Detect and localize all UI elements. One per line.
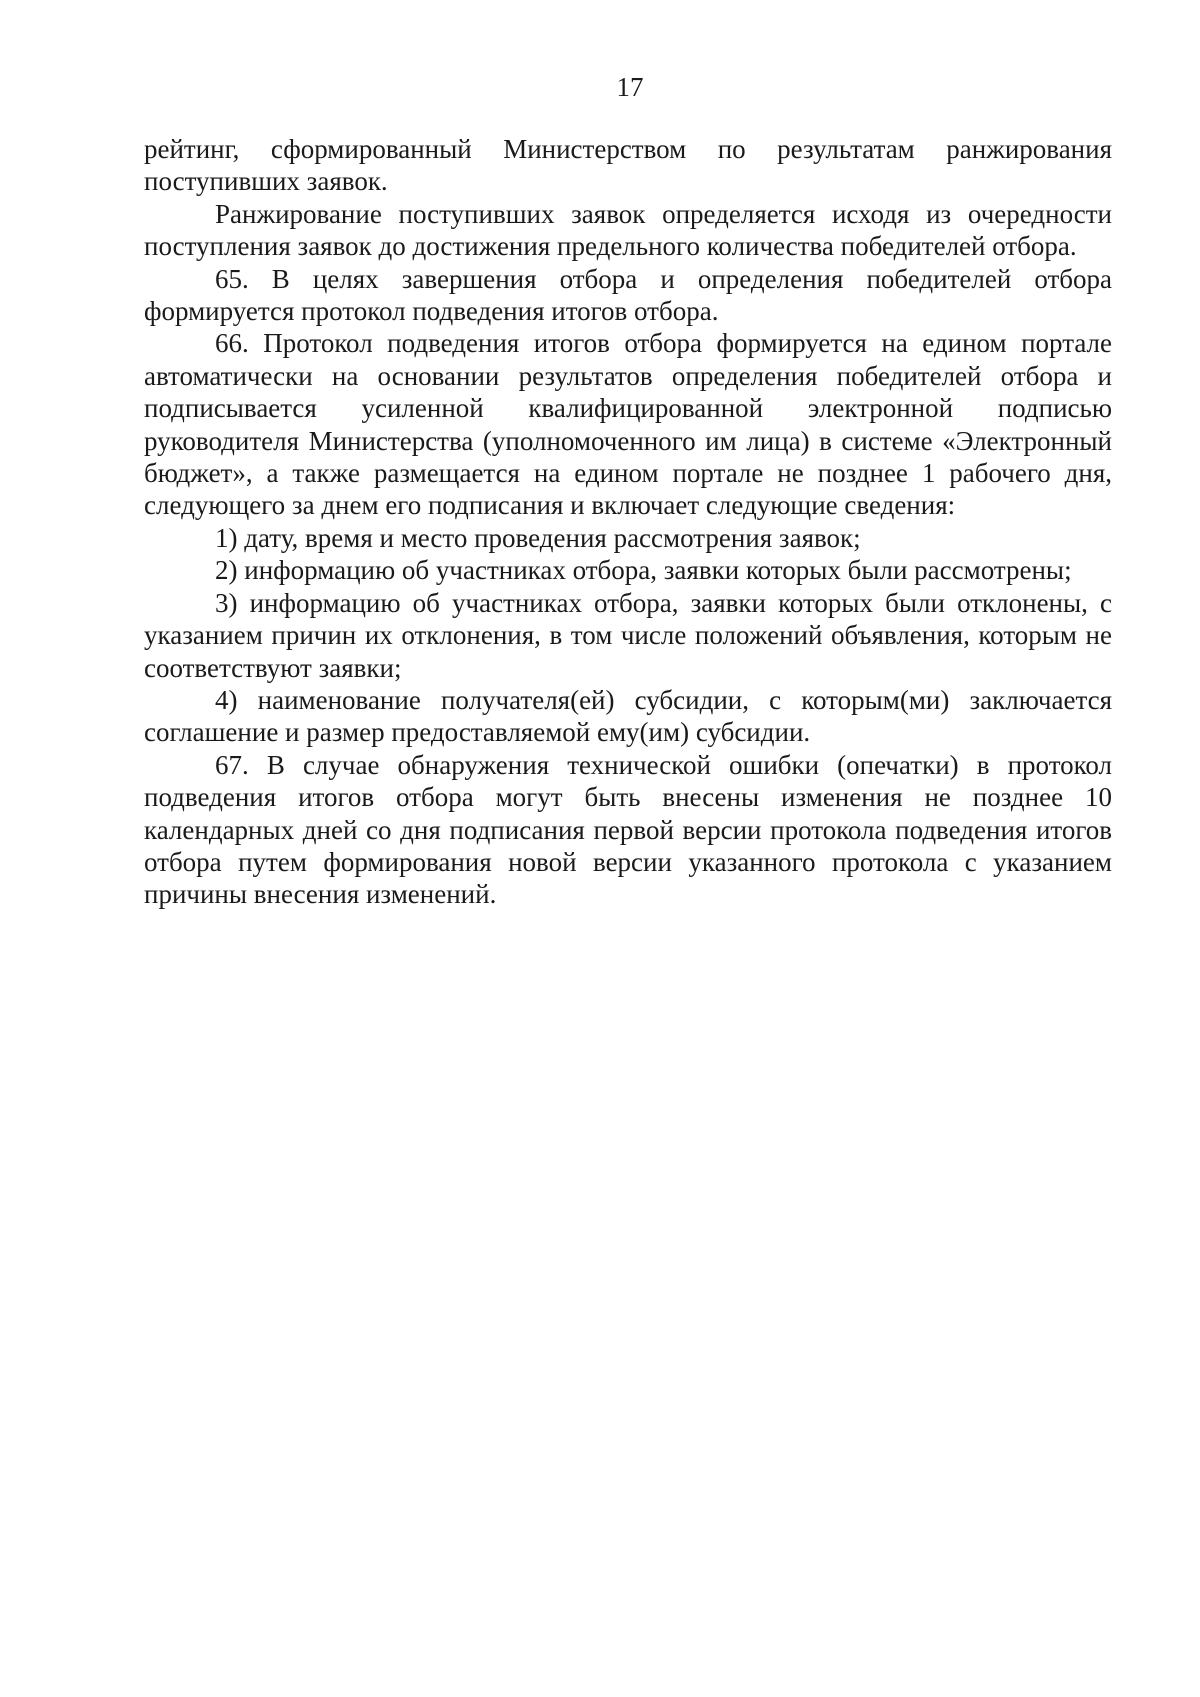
list-item-3: 3) информацию об участниках отбора, заявки которых были отклонены, с указанием причин их отклонения, в том числе положений объявления, которым не соответствуют заявки; xyxy=(144,587,1112,683)
list-item-4: 4) наименование получателя(ей) субсидии, с которым(ми) заключается соглашение и размер предоставляемой ему(им) субсидии. xyxy=(144,684,1112,748)
list-item-1: 1) дату, время и место проведения рассмотрения заявок; xyxy=(215,522,861,553)
paragraph-ranking: Ранжирование поступивших заявок определяется исходя из очередности поступления заявок до достижения предельного количества победителей отбора. xyxy=(144,198,1112,262)
paragraph-item-67: 67. В случае обнаружения технической ошибки (опечатки) в протокол подведения итогов отбора могут быть внесены изменения не позднее 10 календарных дней со дня подписания первой версии протокола подведения итогов отбора путем формирования новой версии указанного протокола с указанием причины внесения изменений. xyxy=(144,749,1112,910)
paragraph-item-65: 65. В целях завершения отбора и определения победителей отбора формируется протокол подведения итогов отбора. xyxy=(144,263,1112,327)
list-item-2: 2) информацию об участниках отбора, заявки которых были рассмотрены; xyxy=(215,555,1072,586)
document-body xyxy=(144,133,1112,911)
paragraph-item-66: 66. Протокол подведения итогов отбора формируется на едином портале автоматически на основании результатов определения победителей отбора и подписывается усиленной квалифицированной электронной подписью руководителя Министерства (уполномоченного им лица) в системе «Электронный бюджет», а также размещается на едином портале не позднее 1 рабочего дня, следующего за днем его подписания и включает следующие сведения: xyxy=(144,328,1112,521)
page-number: 17 xyxy=(616,72,644,102)
paragraph-rating-continuation: рейтинг, сформированный Министерством по результатам ранжирования поступивших заявок. xyxy=(144,134,1112,197)
